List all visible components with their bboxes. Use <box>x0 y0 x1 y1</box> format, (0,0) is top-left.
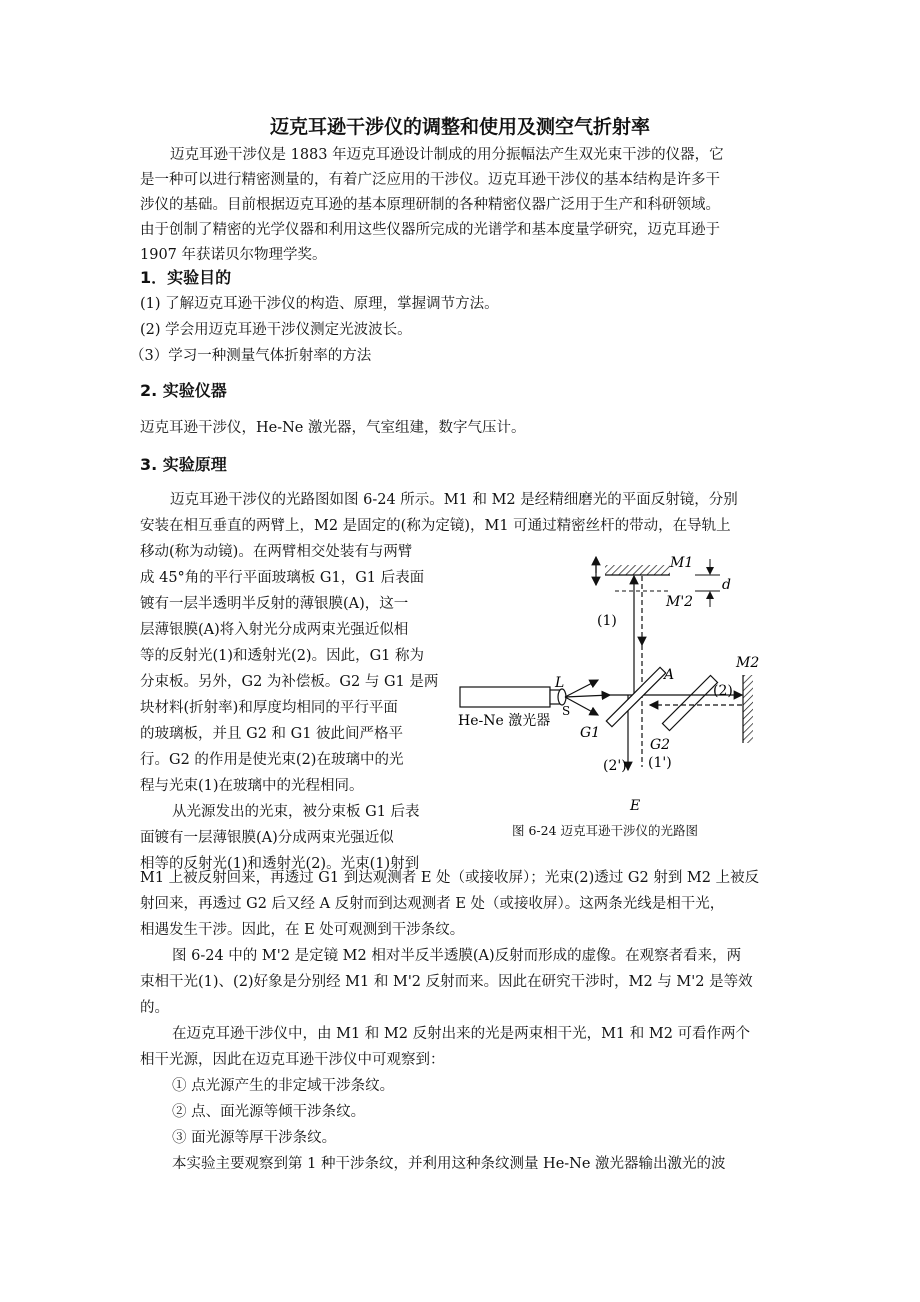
wrap-line: 镀有一层半透明半反射的薄银膜(A)，这一 <box>140 596 409 612</box>
text-line: 的。 <box>140 1000 169 1016</box>
label-g1: G1 <box>580 725 601 741</box>
beam-diverge-up <box>565 680 598 697</box>
equipment-text: 迈克耳逊干涉仪，He-Ne 激光器，气室组建，数字气压计。 <box>140 420 526 436</box>
wrap-line: 相等的反射光(1)和透射光(2)。光束(1)射到 <box>140 856 420 872</box>
label-a: A <box>664 667 675 683</box>
label-beam1: (1) <box>597 613 617 629</box>
wrap-line: 分束板。另外，G2 为补偿板。G2 与 G1 是两 <box>140 674 439 690</box>
wrap-line: 等的反射光(1)和透射光(2)。因此，G1 称为 <box>140 648 424 664</box>
objective-item: （3）学习一种测量气体折射率的方法 <box>130 348 372 364</box>
intro-line: 迈克耳逊干涉仪是 1883 年迈克耳逊设计制成的用分振幅法产生双光束干涉的仪器，它 <box>170 147 724 163</box>
wrap-line: 面镀有一层薄银膜(A)分成两束光强近似 <box>140 830 394 846</box>
text-line: 相遇发生干涉。因此，在 E 处可观测到干涉条纹。 <box>140 922 465 938</box>
principle-line: 迈克耳逊干涉仪的光路图如图 6-24 所示。M1 和 M2 是经精细磨光的平面反射镜，分别 <box>170 492 738 508</box>
laser-body <box>460 687 550 707</box>
text-line: 本实验主要观察到第 1 种干涉条纹，并利用这种条纹测量 He-Ne 激光器输出激光的波 <box>172 1156 726 1172</box>
label-laser: He-Ne 激光器 <box>458 713 551 729</box>
list-item: ① 点光源产生的非定域干涉条纹。 <box>172 1078 395 1094</box>
text-line: 束相干光(1)、(2)好象是分别经 M1 和 M'2 反射而来。因此在研究干涉时，M2 与 M'2 是等效 <box>140 974 753 990</box>
intro-line: 1907 年获诺贝尔物理学奖。 <box>140 247 327 263</box>
michelson-diagram <box>450 545 780 815</box>
label-m2-prime: M'2 <box>666 594 694 610</box>
list-item: ③ 面光源等厚干涉条纹。 <box>172 1130 337 1146</box>
text-line: 图 6-24 中的 M'2 是定镜 M2 相对半反半透膜(A)反射而形成的虚像。在观察者看来，两 <box>172 948 742 964</box>
text-line: 在迈克耳逊干涉仪中，由 M1 和 M2 反射出来的光是两束相干光，M1 和 M2 可看作两个 <box>172 1026 751 1042</box>
label-d: d <box>722 577 731 593</box>
wrap-line: 从光源发出的光束，被分束板 G1 后表 <box>172 804 420 820</box>
beam-center <box>565 695 610 697</box>
label-m2: M2 <box>736 655 760 671</box>
label-g2: G2 <box>650 737 671 753</box>
section-2-heading: 2. 实验仪器 <box>140 381 227 400</box>
label-s: S <box>562 704 571 718</box>
figure-caption: 图 6-24 迈克耳逊干涉仪的光路图 <box>512 823 699 838</box>
wrap-line: 行。G2 的作用是使光束(2)在玻璃中的光 <box>140 752 404 768</box>
label-e: E <box>630 798 641 814</box>
mirror-m1 <box>605 565 670 575</box>
mirror-m2 <box>743 675 753 743</box>
label-l: L <box>555 675 565 691</box>
plate-g1 <box>606 667 665 726</box>
wrap-line: 块材料(折射率)和厚度均相同的平行平面 <box>140 700 398 716</box>
wrap-line: 成 45°角的平行平面玻璃板 G1，G1 后表面 <box>140 570 425 586</box>
plate-g2 <box>662 675 717 730</box>
wrap-line: 的玻璃板，并且 G2 和 G1 彼此间严格平 <box>140 726 404 742</box>
list-item: ② 点、面光源等倾干涉条纹。 <box>172 1104 366 1120</box>
label-beam2-prime: (2') <box>603 758 627 774</box>
intro-line: 是一种可以进行精密测量的，有着广泛应用的干涉仪。迈克耳逊干涉仪的基本结构是许多干 <box>140 172 720 188</box>
intro-line: 涉仪的基础。目前根据迈克耳逊的基本原理研制的各种精密仪器广泛用于生产和科研领域。 <box>140 197 720 213</box>
page-title: 迈克耳逊干涉仪的调整和使用及测空气折射率 <box>269 116 650 138</box>
label-beam1-prime: (1') <box>648 755 672 771</box>
section-3-heading: 3. 实验原理 <box>140 455 227 474</box>
section-1-heading: 1．实验目的 <box>140 268 232 287</box>
label-m1: M1 <box>670 555 694 571</box>
text-line: 相干光源，因此在迈克耳逊干涉仪中可观察到： <box>140 1052 445 1068</box>
wrap-line: 移动(称为动镜)。在两臂相交处装有与两臂 <box>140 544 413 560</box>
text-line: 射回来，再透过 G2 后又经 A 反射而到达观测者 E 处（或接收屏）。这两条光线是相干光， <box>140 896 725 912</box>
principle-line: 安装在相互垂直的两臂上，M2 是固定的(称为定镜)，M1 可通过精密丝杆的带动，在导轨上 <box>140 518 731 534</box>
intro-line: 由于创制了精密的光学仪器和利用这些仪器所完成的光谱学和基本度量学研究，迈克耳逊于 <box>140 222 720 238</box>
label-beam2: (2) <box>713 683 733 699</box>
wrap-line: 程与光束(1)在玻璃中的光程相同。 <box>140 778 364 794</box>
wrap-line: 层薄银膜(A)将入射光分成两束光强近似相 <box>140 622 409 638</box>
objective-item: (1) 了解迈克耳逊干涉仪的构造、原理，掌握调节方法。 <box>140 296 499 312</box>
text-line: M1 上被反射回来，再透过 G1 到达观测者 E 处（或接收屏）；光束(2)透过 G2 射到 M2 上被反 <box>140 870 760 886</box>
lens-l <box>558 689 566 705</box>
objective-item: (2) 学会用迈克耳逊干涉仪测定光波波长。 <box>140 322 412 338</box>
